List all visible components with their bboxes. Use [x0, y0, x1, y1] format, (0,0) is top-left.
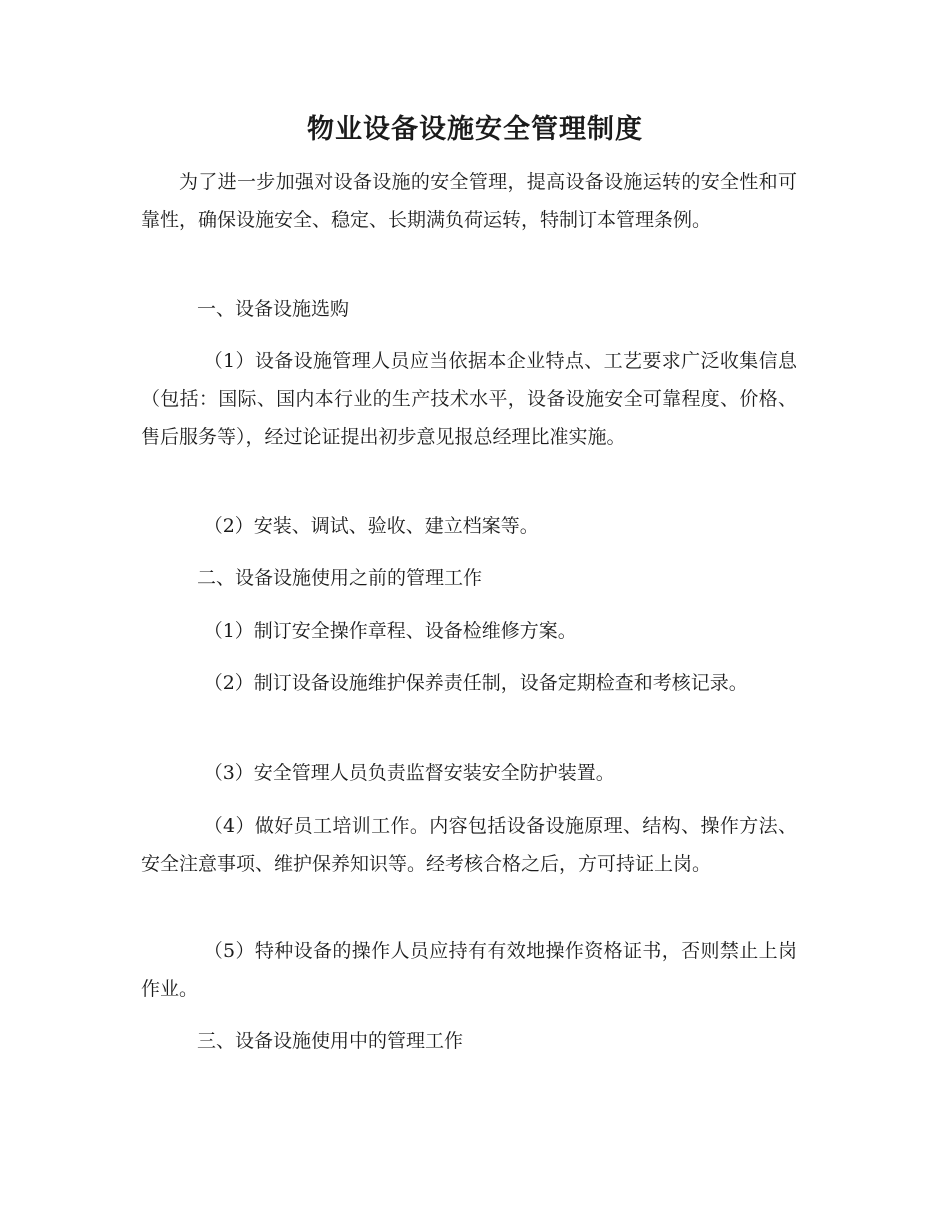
- section-heading-2: 二、设备设施使用之前的管理工作: [197, 567, 483, 589]
- section-2-item-2: （2）制订设备设施维护保养责任制，设备定期检查和考核记录。: [203, 672, 748, 694]
- section-heading-3: 三、设备设施使用中的管理工作: [197, 1030, 464, 1052]
- section-2-item-4: （4）做好员工培训工作。内容包括设备设施原理、结构、操作方法、安全注意事项、维护保养知识等。经考核合格之后，方可持证上岗。: [141, 815, 797, 875]
- section-2-item-3: （3）安全管理人员负责监督安装安全防护装置。: [203, 762, 615, 784]
- intro-paragraph: 为了进一步加强对设备设施的安全管理，提高设备设施运转的安全性和可靠性，确保设施安全、稳定、长期满负荷运转，特制订本管理条例。: [141, 171, 797, 231]
- section-2-item-1: （1）制订安全操作章程、设备检维修方案。: [203, 620, 577, 642]
- section-1-item-1: （1）设备设施管理人员应当依据本企业特点、工艺要求广泛收集信息（包括：国际、国内本行业的生产技术水平，设备设施安全可靠程度、价格、售后服务等），经过论证提出初步意见报总经理比准实施。: [141, 350, 797, 448]
- section-2-item-5: （5）特种设备的操作人员应持有有效地操作资格证书，否则禁止上岗作业。: [141, 940, 797, 1000]
- document-title: 物业设备设施安全管理制度: [307, 114, 643, 145]
- section-1-item-2: （2）安装、调试、验收、建立档案等。: [203, 515, 539, 537]
- section-heading-1: 一、设备设施选购: [197, 298, 350, 320]
